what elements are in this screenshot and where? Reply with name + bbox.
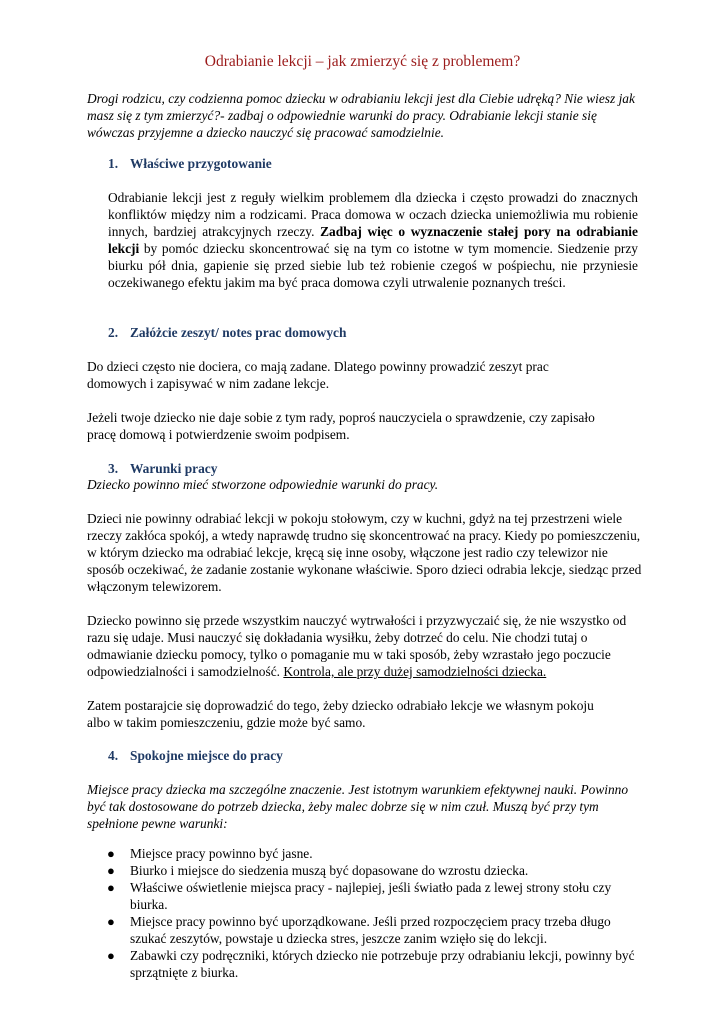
section-1-text-a: Odrabianie lekcji jest z reguły wielkim problemem dla dziecka i często prowadzi do znacznych konfliktów między nim a rodzicami. Praca domowa w oczach dziecka uniemożliwia mu robienie innych, bardziej atrakcyjnych rzeczy. xyxy=(108,190,638,239)
bullet-icon: ● xyxy=(107,863,115,878)
section-1-bold-text: Zadbaj więc o wyznaczenie stałej pory na odrabianie lekcji xyxy=(108,224,638,256)
list-item-text: Zabawki czy podręczniki, których dziecko nie potrzebuje przy odrabianiu lekcji, powinny być sprzątnięte z biurka. xyxy=(130,948,635,980)
list-item-text: Właściwe oświetlenie miejsca pracy - najlepiej, jeśli światło pada z lewej strony stołu czy biurka. xyxy=(130,880,612,912)
section-2-paragraph-1: Do dzieci często nie dociera, co mają zadane. Dlatego powinny prowadzić zeszyt prac domowych i zapisywać w nim zadane lekcje. xyxy=(87,359,549,391)
section-3-paragraph-2 xyxy=(87,612,642,680)
bullet-icon: ● xyxy=(107,880,115,895)
section-1-number: 1. xyxy=(108,156,119,171)
section-4-heading xyxy=(108,747,283,764)
bullet-icon: ● xyxy=(107,948,115,963)
section-3-subtitle: Dziecko powinno mieć stworzone odpowiednie warunki do pracy. xyxy=(87,477,439,492)
section-4-intro: Miejsce pracy dziecka ma szczególne znaczenie. Jest istotnym warunkiem efektywnej nauki. Powinno być tak dostosowane do potrzeb dziecka, żeby malec dobrze się w nim czuł. Muszą być przy tym spełnione pewne warunki: xyxy=(87,782,629,831)
section-1-paragraph xyxy=(108,189,638,291)
section-1-heading xyxy=(108,155,272,172)
section-2-number: 2. xyxy=(108,325,119,340)
section-1-text-b: by pomóc dziecku skoncentrować się na tym co istotne w tym momencie. Siedzenie przy biurku pół dnia, gapienie się przed siebie lub też robienie czegoś w pośpiechu, nie przyniesie oczekiwanego efektu jakim ma być praca domowa czyli utrwalenie poznanych treści. xyxy=(108,241,638,290)
list-item xyxy=(87,845,647,862)
intro-paragraph: Drogi rodzicu, czy codzienna pomoc dziecku w odrabianiu lekcji jest dla Ciebie udręką? Nie wiesz jak masz się z tym zmierzyć?- zadbaj o odpowiednie warunki do pracy. Odrabianie lekcji stanie się wówczas przyjemne a dziecko nauczyć się pracować samodzielnie. xyxy=(87,91,635,140)
section-3-number: 3. xyxy=(108,461,119,476)
list-item xyxy=(87,947,647,981)
section-2-heading xyxy=(108,324,346,341)
section-3-paragraph-3: Zatem postarajcie się doprowadzić do tego, żeby dziecko odrabiało lekcje we własnym pokoju albo w takim pomieszczeniu, gdzie może być samo. xyxy=(87,698,594,730)
section-3-paragraph-1: Dzieci nie powinny odrabiać lekcji w pokoju stołowym, czy w kuchni, gdyż na tej przestrzeni wiele rzeczy zakłóca spokój, a wtedy naprawdę trudno się skoncentrować na pracy. Kiedy po pomieszczeniu, w którym dziecko ma odrabiać lekcje, kręcą się inne osoby, włączone jest radio czy telewizor nie sposób oczekiwać, że zadanie zostanie wykonane właściwie. Sporo dzieci odrabia lekcje, siedząc przed włączonym telewizorem. xyxy=(87,511,642,594)
list-item-text: Miejsce pracy powinno być uporządkowane. Jeśli przed rozpoczęciem pracy trzeba długo szukać zeszytów, powstaje u dziecka stres, jeszcze zanim wzięło się do lekcji. xyxy=(130,914,611,946)
section-3-heading xyxy=(108,460,217,477)
list-item-text: Biurko i miejsce do siedzenia muszą być dopasowane do wzrostu dziecka. xyxy=(130,863,529,878)
bullet-icon: ● xyxy=(107,914,115,929)
list-item xyxy=(87,879,647,913)
section-2-title: Załóżcie zeszyt/ notes prac domowych xyxy=(130,325,347,340)
section-3-title: Warunki pracy xyxy=(130,461,218,476)
bullet-icon: ● xyxy=(107,846,115,861)
section-3-text: Dziecko powinno się przede wszystkim nauczyć wytrwałości i przyzwyczaić się, że nie wszystko od razu się udaje. Musi nauczyć się dokładania wysiłku, żeby dotrzeć do celu. Nie chodzi tutaj o odmawianie dziecku pomocy, tylko o pomaganie mu w taki sposób, żeby wzrastało jego poczucie odpowiedzialności i samodzielność. xyxy=(87,613,627,679)
section-4-title: Spokojne miejsce do pracy xyxy=(130,748,283,763)
section-2-paragraph-2: Jeżeli twoje dziecko nie daje sobie z tym rady, poproś nauczyciela o sprawdzenie, czy zapisało pracę domową i potwierdzenie swoim podpisem. xyxy=(87,410,595,442)
list-item-text: Miejsce pracy powinno być jasne. xyxy=(130,846,313,861)
requirements-list xyxy=(87,845,647,981)
section-4-number: 4. xyxy=(108,748,119,763)
list-item xyxy=(87,913,647,947)
section-1-title: Właściwe przygotowanie xyxy=(130,156,272,171)
document-title: Odrabianie lekcji – jak zmierzyć się z problemem? xyxy=(204,53,521,70)
list-item xyxy=(87,862,647,879)
section-3-underlined-text: Kontrola, ale przy dużej samodzielności dziecka. xyxy=(283,664,547,679)
